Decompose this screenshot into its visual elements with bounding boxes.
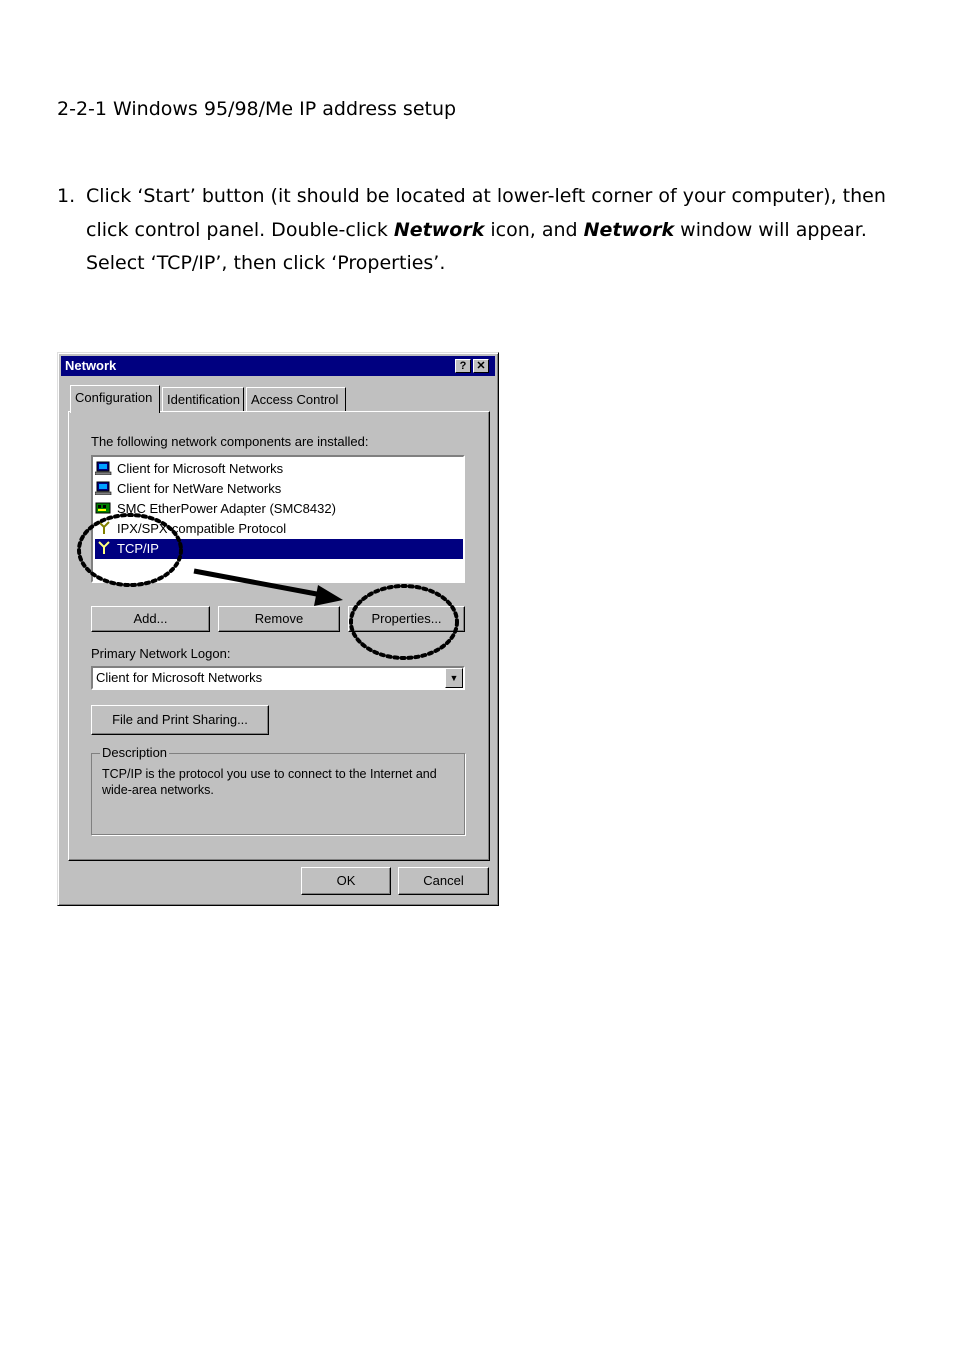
description-text: TCP/IP is the protocol you use to connect to the Internet and wide-area networks. (102, 767, 437, 797)
step-text-b: icon, and (484, 218, 584, 241)
help-button[interactable]: ? (455, 359, 471, 373)
pointer-arrow-line (194, 571, 322, 595)
step-text-a: Click ‘Start’ button (it should be located at lower-left corner of your computer), then click control panel. Double-click (86, 185, 886, 241)
primary-logon-label: Primary Network Logon: (91, 646, 231, 661)
list-item-label: Client for Microsoft Networks (117, 461, 284, 476)
remove-button[interactable]: Remove (218, 606, 340, 632)
tcpip-highlight-circle (79, 515, 181, 585)
close-button[interactable]: ✕ (473, 359, 489, 373)
cancel-button[interactable]: Cancel (398, 867, 489, 895)
file-print-sharing-button[interactable]: File and Print Sharing... (91, 705, 269, 735)
add-button[interactable]: Add... (91, 606, 210, 632)
list-item-label: TCP/IP (117, 541, 159, 556)
section-heading: 2-2-1 Windows 95/98/Me IP address setup (57, 98, 457, 120)
step-bold-network-2: Network (583, 218, 675, 241)
tab-access-control[interactable]: Access Control (246, 387, 346, 411)
properties-highlight-circle (351, 586, 457, 658)
step-bold-network-1: Network (393, 218, 485, 241)
tab-identification[interactable]: Identification (162, 387, 244, 411)
primary-logon-value: Client for Microsoft Networks (96, 670, 263, 685)
chevron-down-icon[interactable]: ▼ (445, 668, 463, 688)
ok-button[interactable]: OK (301, 867, 391, 895)
pointer-arrow-head (314, 585, 343, 606)
step-text-c: window will appear. Select ‘TCP/IP’, then click ‘Properties’. (86, 218, 867, 274)
dialog-title: Network (65, 358, 117, 373)
components-label: The following network components are installed: (91, 434, 369, 449)
tab-configuration[interactable]: Configuration (70, 385, 160, 413)
step-number: 1. (57, 185, 76, 207)
description-title: Description (102, 745, 168, 760)
list-item-label: Client for NetWare Networks (117, 481, 282, 496)
properties-button[interactable]: Properties... (348, 606, 465, 632)
list-item-label: IPX/SPX-compatible Protocol (117, 521, 287, 536)
list-item-label: SMC EtherPower Adapter (SMC8432) (117, 501, 336, 516)
